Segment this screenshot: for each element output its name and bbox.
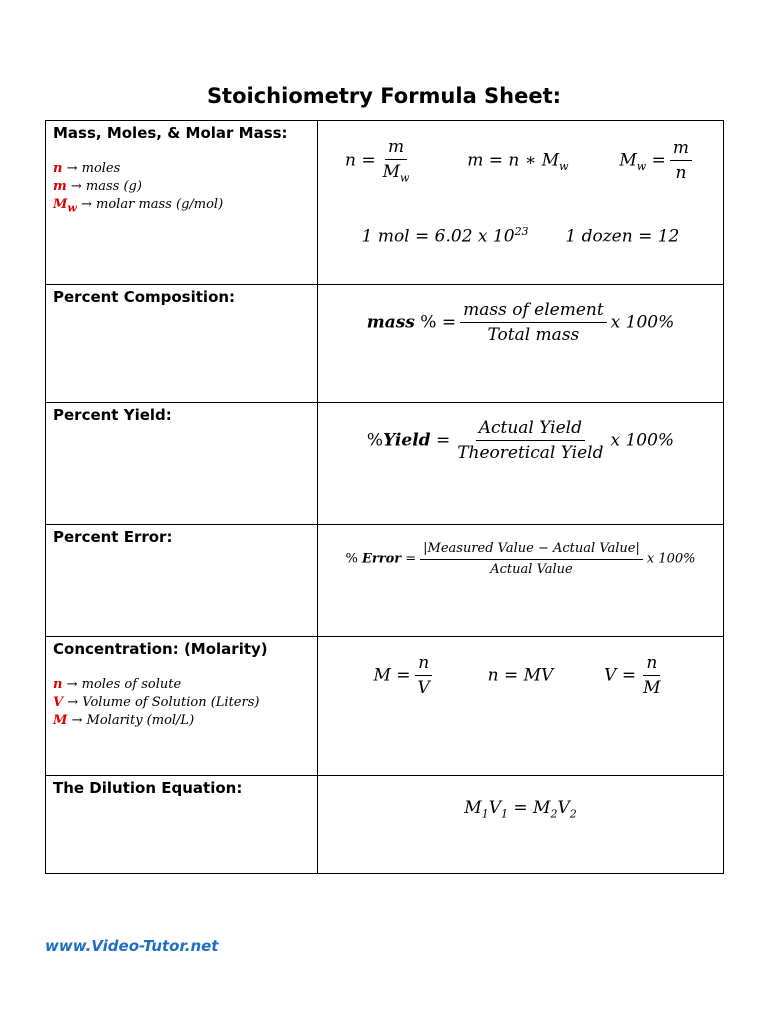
definition-item: n → moles (53, 161, 121, 176)
row-label-cell (46, 525, 318, 637)
footer-link[interactable]: www.Video-Tutor.net (45, 937, 219, 955)
definition-item: M → Molarity (mol/L) (53, 713, 195, 728)
row-label: Percent Error: (53, 528, 173, 546)
formula-percent-composition: mass % = $\frac{\text{mass of element}}{\text{Total mass}}$ x 100% (366, 300, 675, 346)
row-label: Percent Composition: (53, 288, 236, 306)
definition-item: $M_w$ → molar mass (g/mol) (53, 197, 224, 215)
formula-percent-error: % Error = $\frac{\text{|Measured Value − Actual Value|}}{\text{Actual Value}}$ x 100% (345, 541, 696, 577)
row-label-cell (46, 121, 318, 285)
formula-cell (318, 403, 724, 525)
row-label-cell (46, 637, 318, 776)
formula-percent-yield: %Yield = $\frac{\text{Actual Yield}}{\text{Theoretical Yield}}$ x 100% (366, 418, 675, 464)
row-label: Mass, Moles, & Molar Mass: (53, 124, 288, 142)
formula-cell (318, 121, 724, 285)
formula-constants: 1 mol = 6.02 x $10^{23}$ 1 dozen = 12 (361, 225, 680, 247)
formula-cell (318, 776, 724, 874)
page-title: Stoichiometry Formula Sheet: (206, 84, 562, 108)
row-label-cell (46, 403, 318, 525)
row-label: Concentration: (Molarity) (53, 640, 268, 658)
definition-item: n → moles of solute (53, 677, 182, 692)
table-row (46, 637, 724, 776)
table-row (46, 776, 724, 874)
table-row (46, 285, 724, 403)
table-row (46, 121, 724, 285)
table-row (46, 525, 724, 637)
table-row (46, 403, 724, 525)
row-label-cell (46, 285, 318, 403)
formula-table (45, 120, 724, 874)
formula-molarity: M = $\frac{n}{V}$ n = MV V = $\frac{n}{M}$ (373, 653, 661, 699)
formula-moles: n = $\frac{m}{M_w}$ m = n ∗ $M_w$ $M_w$ = $\frac{m}{n}$ (318, 137, 723, 185)
row-label-cell (46, 776, 318, 874)
formula-cell (318, 525, 724, 637)
definitions (53, 676, 317, 730)
definition-item: m → mass (g) (53, 179, 142, 194)
formula-dilution: $M_1V_1 = M_2V_2$ (464, 798, 577, 821)
row-label: The Dilution Equation: (53, 779, 243, 797)
definition-item: V → Volume of Solution (Liters) (53, 695, 260, 710)
formula-cell (318, 285, 724, 403)
definitions (53, 160, 317, 218)
row-label: Percent Yield: (53, 406, 172, 424)
formula-cell (318, 637, 724, 776)
